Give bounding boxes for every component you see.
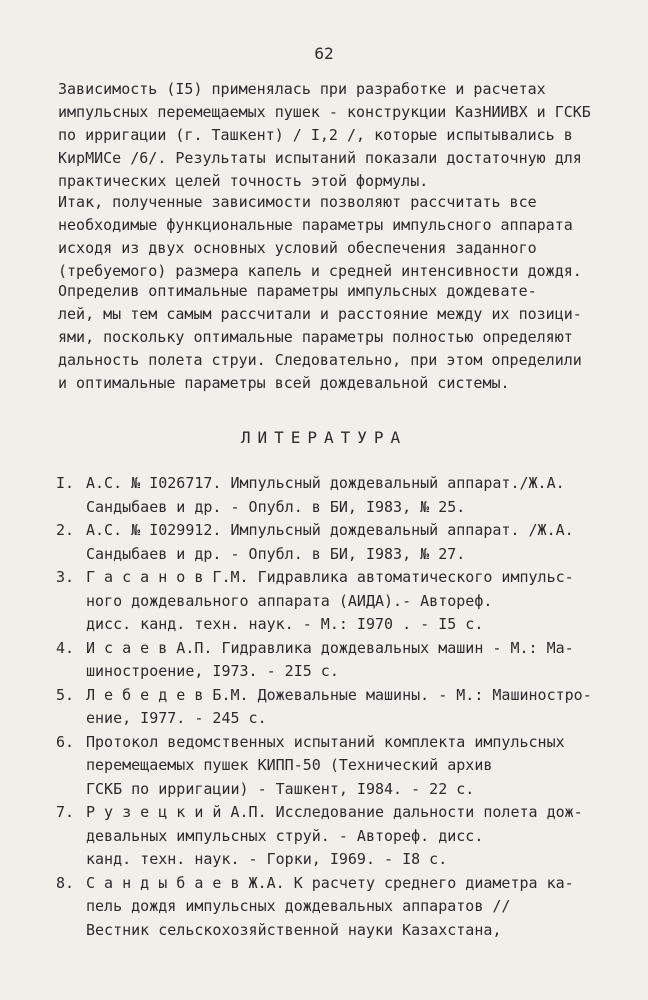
reference-number: I. [56,474,75,492]
reference-text: Г а с а н о в Г.М. Гидравлика автоматического импульс- ного дождевального аппарата (АИДА).- Автореф. дисс. канд. техн. наук. - М.: I970 . - I5 с. [86,568,574,633]
reference-number: 8. [56,873,75,892]
reference-number: 6. [56,732,75,751]
reference-text: С а н д ы б а е в Ж.А. К расчету среднего диаметра ка- пель дождя импульсных дождевальных аппаратов // Вестник сельскохозяйственной науки Казахстана, [86,873,574,939]
reference-item [56,872,616,943]
reference-number: 2. [56,521,75,539]
reference-text: Протокол ведомственных испытаний комплекта импульсных перемещаемых пушек КИПП-50 (Технический архив ГСКБ по ирригации) - Ташкент, I984. - 22 с. [86,732,565,798]
reference-text: А.С. № I026717. Импульсный дождевальный аппарат./Ж.А. Сандыбаев и др. - Опубл. в БИ, I983, № 25. [86,474,565,516]
reference-number: 4. [56,638,75,657]
reference-number: 7. [56,803,75,821]
reference-text: Р у з е ц к и й А.П. Исследование дальности полета дож- девальных импульсных струй. - Автореф. дисс. канд. техн. наук. - Горки, I969. - I8 с. [86,803,583,868]
page-number: 62 [314,44,334,63]
reference-item [56,684,616,731]
references-list [56,472,616,942]
paragraph-1: Зависимость (I5) применялась при разработке и расчетах импульсных перемещаемых пушек - конструкции КазНИИВХ и ГСКБ по ирригации (г. Ташкент) / I,2 /, которые испытывались в КирМИСе /6/. Результаты испытаний показали достаточную для практических целей точность этой формулы. [58,80,591,190]
reference-item [56,637,616,684]
paragraph-3: Определив оптимальные параметры импульсных дождевате- лей, мы тем самым рассчитали и расстояние между их позици- ями, поскольку оптимальные параметры полностью определяют дальность полета струи. Следовательно, при этом определили и оптимальные параметры всей дождевальной системы. [58,282,582,392]
reference-item [56,731,616,802]
reference-text: А.С. № I029912. Импульсный дождевальный аппарат. /Ж.А. Сандыбаев и др. - Опубл. в БИ, I983, № 27. [86,521,574,563]
paragraph-2: Итак, полученные зависимости позволяют рассчитать все необходимые функциональные параметры импульсного аппарата исходя из двух основных условий обеспечения заданного (требуемого) размера капель и средней интенсивности дождя. [58,193,582,280]
references-heading: ЛИТЕРАТУРА [240,428,408,447]
reference-text: Л е б е д е в Б.М. Дожевальные машины. - М.: Машиностро- ение, I977. - 245 с. [86,685,592,727]
reference-number: 5. [56,685,75,704]
reference-item [56,519,616,566]
reference-text: И с а е в А.П. Гидравлика дождевальных машин - М.: Ма- шиностроение, I973. - 2I5 с. [86,638,574,680]
reference-item [56,472,616,519]
reference-number: 3. [56,568,75,586]
reference-item [56,801,616,872]
reference-item [56,566,616,637]
